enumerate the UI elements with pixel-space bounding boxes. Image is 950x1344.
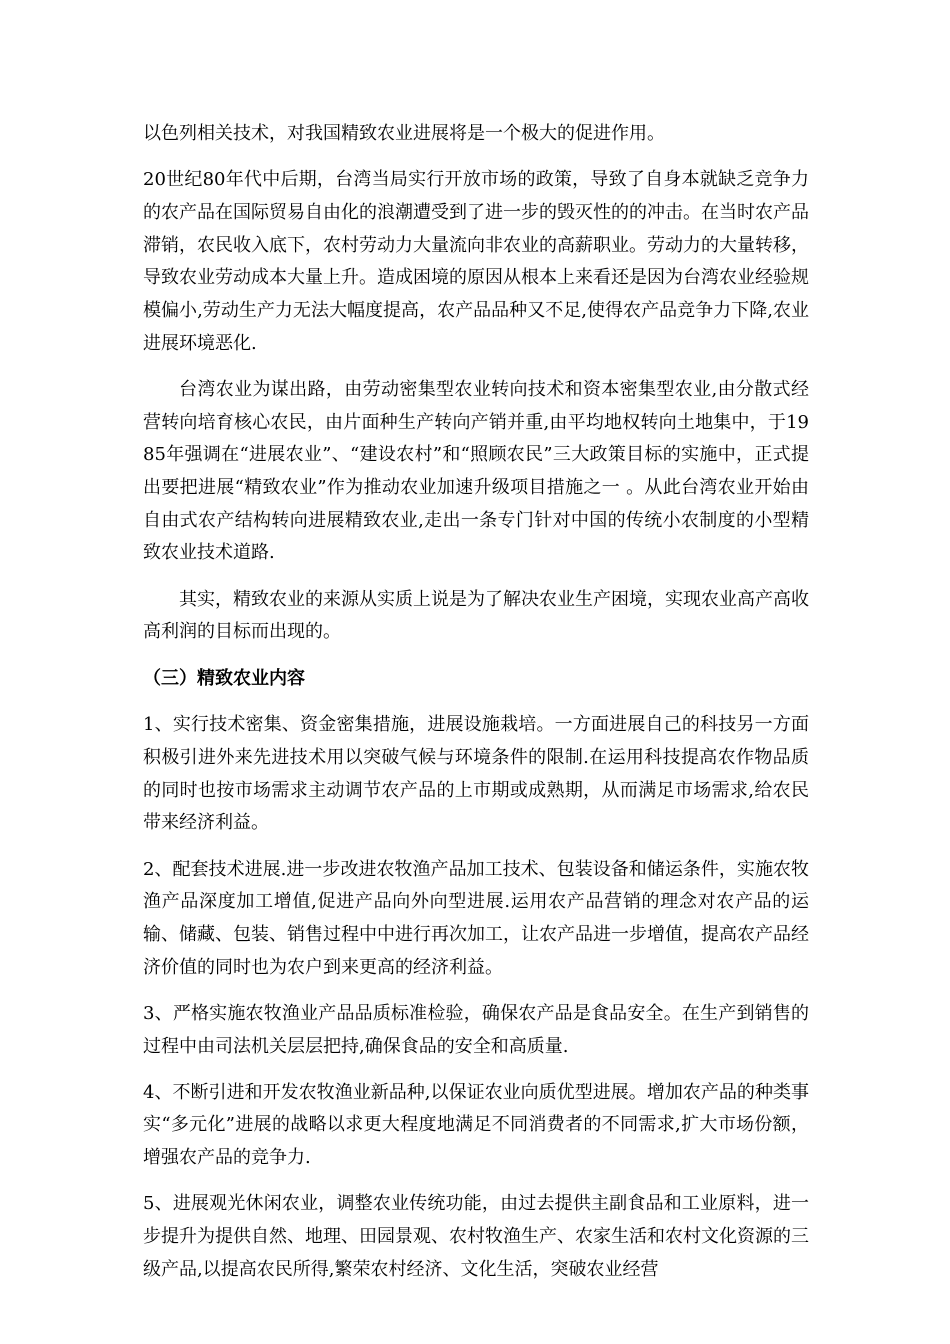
list-item-1: 1、实行技术密集、资金密集措施，进展设施栽培。一方面进展自己的科技另一方面积极引进外来先进技术用以突破气候与环境条件的限制.在运用科技提高农作物品质的同时也按市场需求主动调节农产品的上市期或成熟期，从而满足市场需求,给农民带来经济利益。 — [143, 714, 809, 834]
list-item-3: 3、严格实施农牧渔业产品品质标准检验，确保农产品是食品安全。在生产到销售的过程中由司法机关层层把持,确保食品的安全和高质量. — [143, 1002, 809, 1057]
paragraph-intro-fragment: 以色列相关技术，对我国精致农业进展将是一个极大的促进作用。 — [143, 123, 665, 144]
paragraph-taiwan-market-opening: 20世纪80年代中后期，台湾当局实行开放市场的政策，导致了自身本就缺乏竞争力的农产品在国际贸易自由化的浪潮遭受到了进一步的毁灭性的的冲击。在当时农产品滞销，农民收入底下，农村劳动力大量流向非农业的高薪职业。劳动力的大量转移，导致农业劳动成本大量上升。造成困境的原因从根本上来看还是因为台湾农业经验规模偏小,劳动生产力无法大幅度提高，农产品品种又不足,使得农产品竞争力下降,农业进展环境恶化. — [143, 169, 809, 354]
list-item-4: 4、不断引进和开发农牧渔业新品种,以保证农业向质优型进展。增加农产品的种类事实“多元化”进展的战略以求更大程度地满足不同消费者的不同需求,扩大市场份额，增强农产品的竞争力. — [143, 1081, 809, 1169]
paragraph-origin-summary: 其实，精致农业的来源从实质上说是为了解决农业生产困境，实现农业高产高收高利润的目标而出现的。 — [143, 588, 809, 643]
paragraph-taiwan-transformation: 台湾农业为谋出路，由劳动密集型农业转向技术和资本密集型农业,由分散式经营转向培育核心农民，由片面种生产转向产销并重,由平均地权转向土地集中，于1985年强调在“进展农业”、“建设农村”和“照顾农民”三大政策目标的实施中，正式提出要把进展“精致农业”作为推动农业加速升级项目措施之一 。从此台湾农业开始由自由式农产结构转向进展精致农业,走出一条专门针对中国的传统小农制度的小型精致农业技术道路. — [143, 378, 809, 564]
section-heading: （三）精致农业内容 — [143, 667, 305, 689]
list-item-2: 2、配套技术进展.进一步改进农牧渔产品加工技术、包装设备和储运条件，实施农牧渔产品深度加工增值,促进产品向外向型进展.运用农产品营销的理念对农产品的运输、储藏、包装、销售过程中中进行再次加工，让农产品进一步增值，提高农产品经济价值的同时也为农户到来更高的经济利益。 — [143, 858, 809, 978]
list-item-5: 5、进展观光休闲农业，调整农业传统功能，由过去提供主副食品和工业原料，进一步提升为提供自然、地理、田园景观、农村牧渔生产、农家生活和农村文化资源的三级产品,以提高农民所得,繁荣农村经济、文化生活，突破农业经营 — [143, 1193, 809, 1280]
document-page — [143, 118, 809, 1300]
